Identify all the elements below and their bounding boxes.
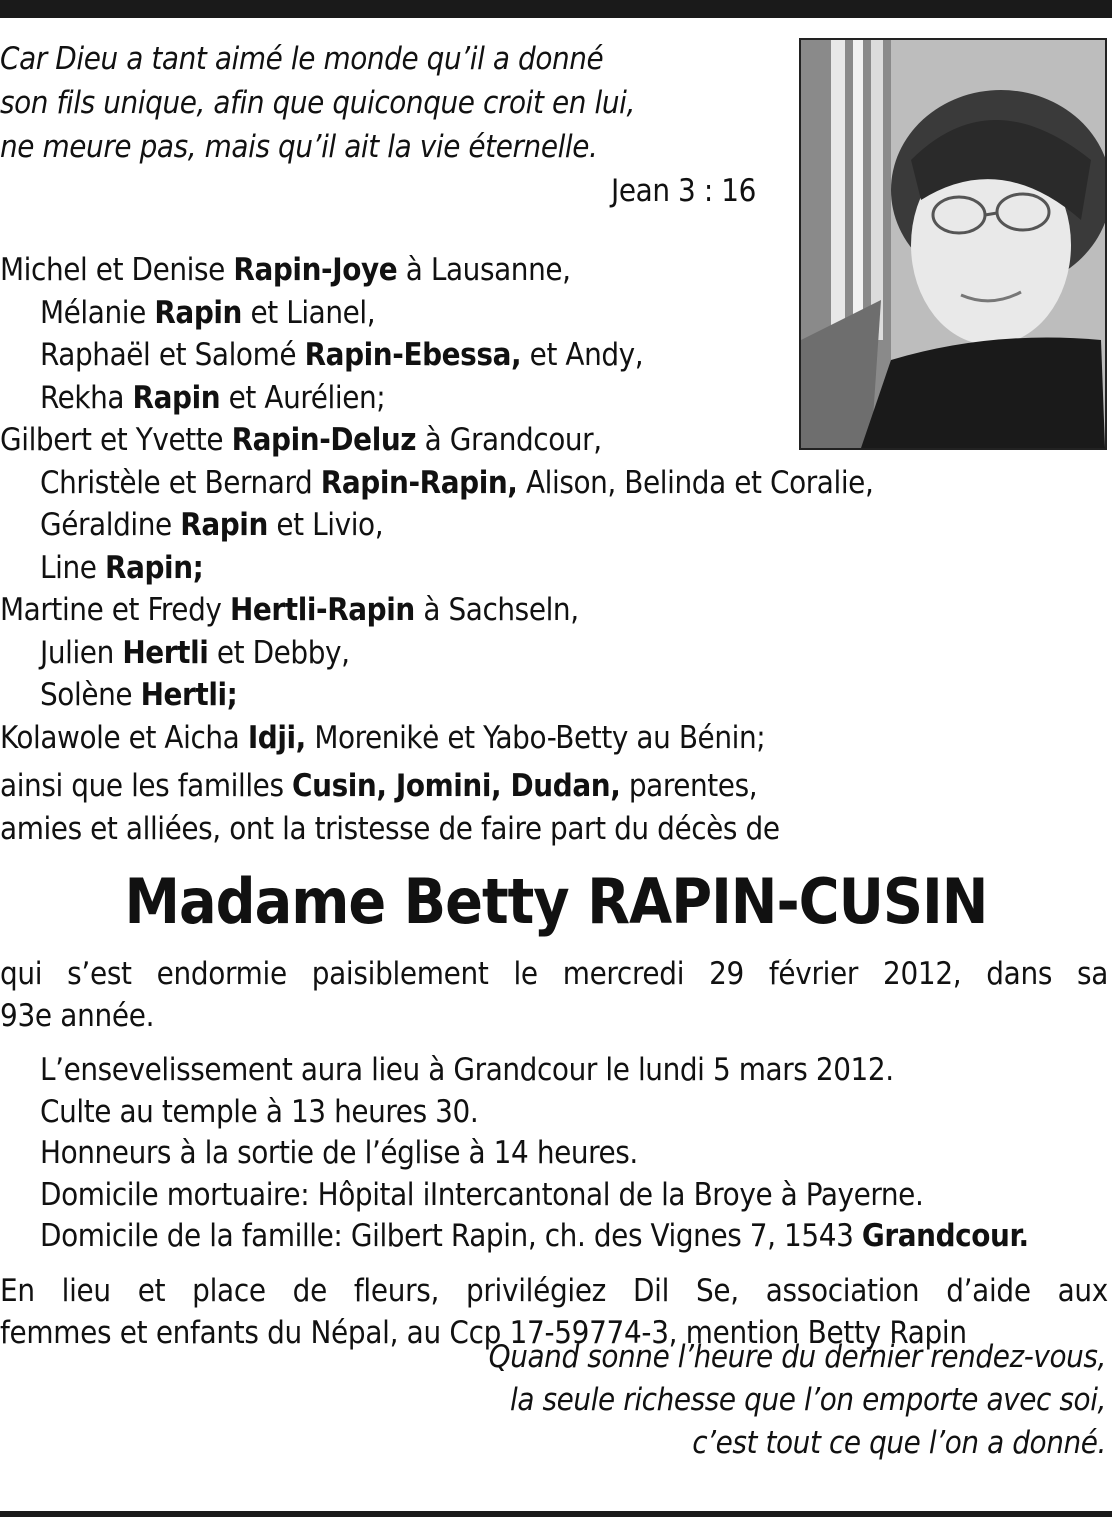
family-text: Michel et Denise bbox=[0, 252, 234, 288]
family-text: Line bbox=[40, 549, 105, 586]
announcement-line: amies et alliées, ont la tristesse de faire part du décès de bbox=[0, 810, 780, 847]
family-text: et Debby, bbox=[208, 634, 350, 671]
family-surname: Hertli; bbox=[140, 677, 238, 713]
announcement-line bbox=[0, 765, 780, 808]
family-text: à Sachseln, bbox=[414, 592, 579, 628]
quote-line: c’est tout ce que l’on a donné. bbox=[692, 1425, 1106, 1461]
quote-line: Quand sonne l’heure du dernier rendez-vous, bbox=[488, 1339, 1106, 1375]
detail-place: Grandcour. bbox=[861, 1218, 1029, 1254]
family-text: et Livio, bbox=[267, 507, 384, 543]
detail-text: L’ensevelissement aura lieu à Grandcour le lundi 5 mars 2012. bbox=[40, 1052, 894, 1088]
bible-verse bbox=[0, 38, 760, 214]
top-rule bbox=[0, 0, 1112, 18]
family-line bbox=[0, 292, 873, 335]
family-line bbox=[0, 717, 873, 760]
family-text: Alison, Belinda et Coralie, bbox=[517, 464, 874, 501]
family-surname: Rapin bbox=[154, 294, 242, 331]
bottom-rule bbox=[0, 1511, 1112, 1517]
announcement-text bbox=[0, 765, 780, 850]
related-families: Cusin, Jomini, Dudan, bbox=[292, 768, 621, 804]
announcement-part: parentes, bbox=[620, 768, 758, 804]
detail-line bbox=[40, 1132, 1029, 1174]
death-line: 93e année. bbox=[0, 998, 155, 1034]
verse-line: Car Dieu a tant aimé le monde qu’il a donné bbox=[0, 41, 604, 77]
family-text: et Andy, bbox=[521, 337, 644, 373]
family-line bbox=[0, 674, 873, 717]
family-text: Rekha bbox=[40, 379, 133, 416]
family-surname: Hertli-Rapin bbox=[229, 592, 415, 628]
verse-line: ne meure pas, mais qu’il ait la vie éternelle. bbox=[0, 129, 598, 165]
family-line bbox=[0, 334, 873, 377]
family-text: à Grandcour, bbox=[416, 422, 602, 458]
family-surname: Rapin; bbox=[104, 549, 204, 586]
family-line bbox=[0, 249, 873, 292]
detail-text: Domicile mortuaire: Hôpital iIntercantonal de la Broye à Payerne. bbox=[40, 1176, 924, 1213]
family-line bbox=[0, 419, 873, 462]
family-text: Morenikė et Yabo-Betty au Bénin; bbox=[305, 719, 766, 756]
detail-line bbox=[40, 1049, 1029, 1091]
family-line bbox=[0, 377, 873, 420]
detail-text: Culte au temple à 13 heures 30. bbox=[40, 1093, 479, 1130]
death-line: qui s’est endormie paisiblement le mercredi 29 février 2012, dans sa bbox=[0, 956, 1108, 992]
flowers-line: En lieu et place de fleurs, privilégiez Dil Se, association d’aide aux bbox=[0, 1273, 1108, 1309]
family-text: Mélanie bbox=[40, 294, 155, 331]
family-text: à Lausanne, bbox=[397, 252, 571, 288]
family-text: Julien bbox=[40, 634, 123, 671]
family-text: et Lianel, bbox=[242, 294, 376, 331]
family-surname: Rapin bbox=[180, 507, 268, 543]
detail-line bbox=[40, 1215, 1029, 1257]
announcement-part: ainsi que les familles bbox=[0, 768, 293, 804]
family-text: Kolawole et Aicha bbox=[0, 719, 248, 756]
family-line bbox=[0, 589, 873, 632]
family-text: Solène bbox=[40, 677, 141, 713]
family-text: Martine et Fredy bbox=[0, 592, 230, 628]
family-surname: Rapin-Rapin, bbox=[320, 464, 518, 501]
family-line bbox=[0, 462, 873, 505]
detail-text: Honneurs à la sortie de l’église à 14 heures. bbox=[40, 1135, 638, 1171]
family-surname: Rapin-Ebessa, bbox=[304, 337, 522, 373]
family-text: Gilbert et Yvette bbox=[0, 422, 232, 458]
family-text: Raphaël et Salomé bbox=[40, 337, 305, 373]
family-line bbox=[0, 547, 873, 590]
family-surname: Rapin bbox=[132, 379, 221, 416]
funeral-details bbox=[40, 1049, 1029, 1257]
family-surname: Hertli bbox=[122, 634, 209, 671]
family-surname: Idji, bbox=[247, 719, 306, 756]
detail-text: Domicile de la famille: Gilbert Rapin, ch. des Vignes 7, 1543 bbox=[40, 1218, 862, 1254]
detail-line bbox=[40, 1174, 1029, 1216]
quote-line: la seule richesse que l’on emporte avec soi, bbox=[510, 1382, 1106, 1418]
flowers-line: femmes et enfants du Népal, au Ccp 17-59774-3, mention Betty Rapin bbox=[0, 1315, 967, 1351]
verse-reference: Jean 3 : 16 bbox=[611, 173, 756, 209]
family-line bbox=[0, 632, 873, 675]
detail-line bbox=[40, 1091, 1029, 1133]
family-text: Géraldine bbox=[40, 507, 181, 543]
deceased-name: Madame Betty RAPIN-CUSIN bbox=[124, 865, 988, 938]
closing-quote bbox=[489, 1336, 1106, 1465]
family-text: Christèle et Bernard bbox=[40, 464, 321, 501]
family-text: et Aurélien; bbox=[220, 379, 386, 416]
family-list bbox=[0, 249, 873, 759]
family-line bbox=[0, 504, 873, 547]
family-surname: Rapin-Joye bbox=[233, 252, 398, 288]
family-surname: Rapin-Deluz bbox=[231, 422, 417, 458]
death-notice bbox=[0, 953, 1108, 1037]
verse-line: son fils unique, afin que quiconque croit en lui, bbox=[0, 85, 635, 121]
